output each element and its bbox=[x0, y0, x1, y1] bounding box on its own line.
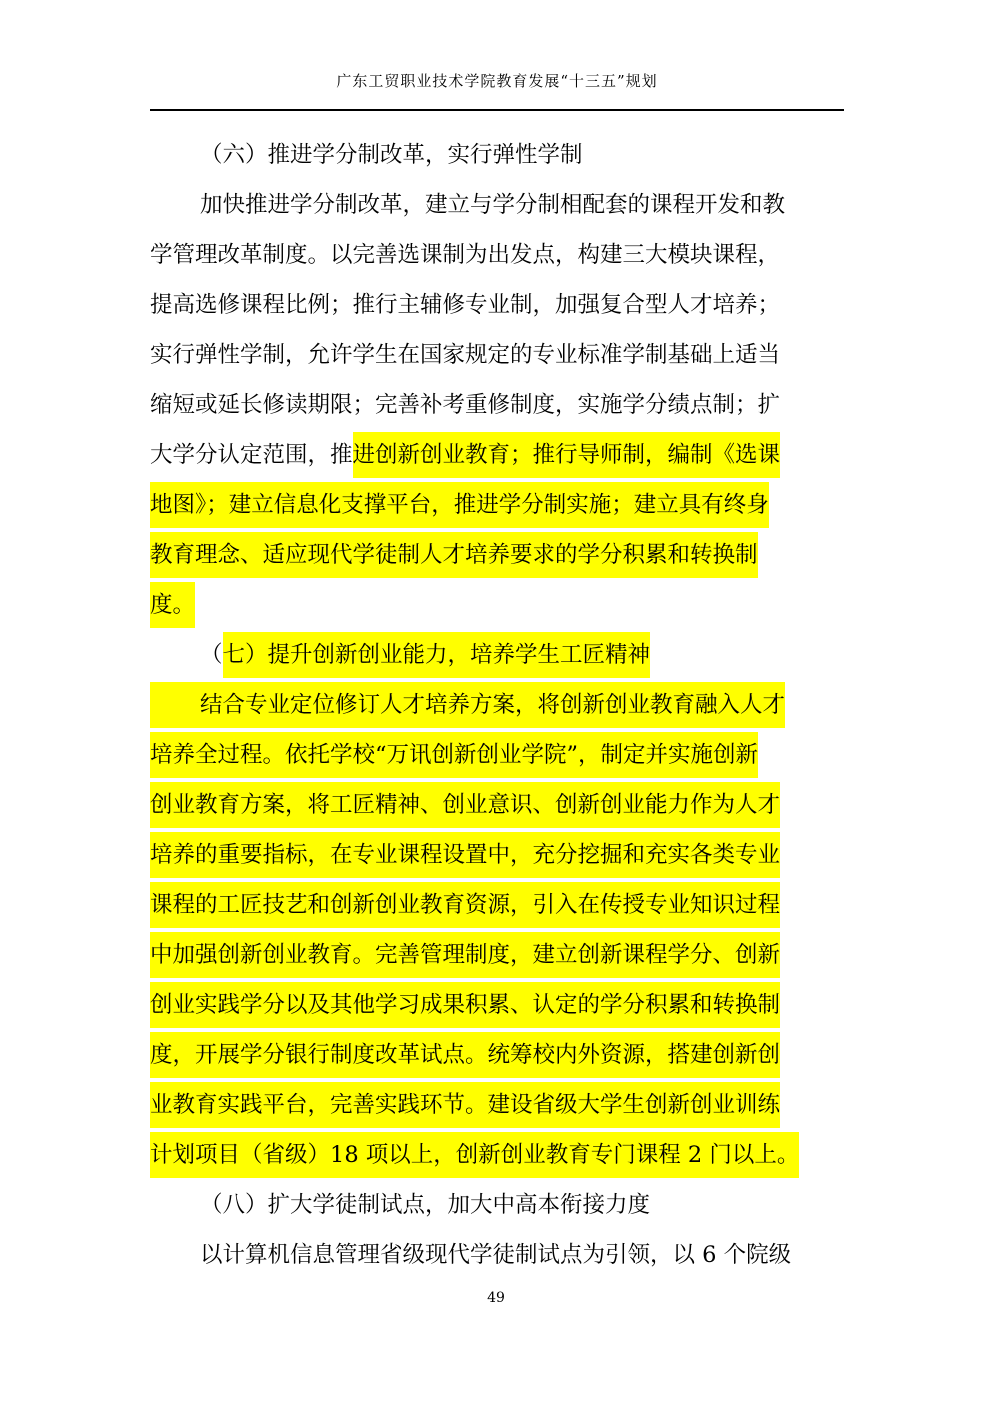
text: 实行弹性学制，允许学生在国家规定的专业标准学制基础上适当 bbox=[150, 342, 781, 368]
section-7-heading bbox=[150, 630, 844, 680]
section-8-heading bbox=[150, 1180, 844, 1230]
paragraph-line bbox=[150, 1230, 844, 1280]
header-rule bbox=[150, 109, 844, 111]
highlighted-heading-text: 七）提升创新创业能力，培养学生工匠精神 bbox=[223, 632, 651, 678]
heading-text: （六）推进学分制改革，实行弹性学制 bbox=[200, 142, 583, 168]
paragraph-line bbox=[150, 980, 844, 1030]
text: 提高选修课程比例；推行主辅修专业制，加强复合型人才培养； bbox=[150, 292, 781, 318]
highlighted-text: 创业教育方案，将工匠精神、创业意识、创新创业能力作为人才 bbox=[150, 782, 780, 828]
paragraph-line bbox=[150, 1130, 844, 1180]
highlighted-text: 教育理念、适应现代学徒制人才培养要求的学分积累和转换制 bbox=[150, 532, 758, 578]
paragraph-line bbox=[150, 730, 844, 780]
highlighted-text: 中加强创新创业教育。完善管理制度，建立创新课程学分、创新 bbox=[150, 932, 780, 978]
paragraph-line bbox=[150, 830, 844, 880]
paragraph-line bbox=[150, 280, 844, 330]
paragraph-line bbox=[150, 880, 844, 930]
paragraph-line bbox=[150, 930, 844, 980]
paragraph-line bbox=[150, 530, 844, 580]
highlighted-text: 创业实践学分以及其他学习成果积累、认定的学分积累和转换制 bbox=[150, 982, 780, 1028]
heading-text: （ bbox=[200, 642, 223, 668]
text: 学管理改革制度。以完善选课制为出发点，构建三大模块课程， bbox=[150, 242, 781, 268]
paragraph-line bbox=[150, 180, 844, 230]
highlighted-text: 培养的重要指标，在专业课程设置中，充分挖掘和充实各类专业 bbox=[150, 832, 780, 878]
paragraph-line bbox=[150, 230, 844, 280]
paragraph-line bbox=[150, 1030, 844, 1080]
highlighted-text: 结合专业定位修订人才培养方案，将创新创业教育融入人才 bbox=[150, 682, 785, 728]
running-header: 广东工贸职业技术学院教育发展“十三五”规划 bbox=[336, 72, 658, 90]
paragraph-line bbox=[150, 380, 844, 430]
paragraph-line bbox=[150, 780, 844, 830]
heading-text: （八）扩大学徒制试点，加大中高本衔接力度 bbox=[200, 1192, 651, 1218]
text: 加快推进学分制改革，建立与学分制相配套的课程开发和教 bbox=[200, 192, 786, 218]
document-body bbox=[150, 130, 844, 1280]
highlighted-text: 培养全过程。依托学校“万讯创新创业学院”，制定并实施创新 bbox=[150, 732, 758, 778]
paragraph-line bbox=[150, 680, 844, 730]
paragraph-line bbox=[150, 1080, 844, 1130]
text: 大学分认定范围，推 bbox=[150, 442, 353, 468]
highlighted-text: 课程的工匠技艺和创新创业教育资源，引入在传授专业知识过程 bbox=[150, 882, 780, 928]
text: 缩短或延长修读期限；完善补考重修制度，实施学分绩点制；扩 bbox=[150, 392, 781, 418]
text: 以计算机信息管理省级现代学徒制试点为引领，以 6 个院级 bbox=[200, 1242, 792, 1268]
paragraph-line bbox=[150, 580, 844, 630]
section-6-heading bbox=[150, 130, 844, 180]
paragraph-line bbox=[150, 480, 844, 530]
highlighted-text: 进创新创业教育；推行导师制，编制《选课 bbox=[353, 432, 781, 478]
highlighted-text: 计划项目（省级）18 项以上，创新创业教育专门课程 2 门以上。 bbox=[150, 1132, 799, 1178]
highlighted-text: 度。 bbox=[150, 582, 195, 628]
page-number: 49 bbox=[487, 1290, 505, 1306]
paragraph-line bbox=[150, 330, 844, 380]
highlighted-text: 业教育实践平台，完善实践环节。建设省级大学生创新创业训练 bbox=[150, 1082, 780, 1128]
paragraph-line bbox=[150, 430, 844, 480]
highlighted-text: 度，开展学分银行制度改革试点。统筹校内外资源，搭建创新创 bbox=[150, 1032, 780, 1078]
highlighted-text: 地图》；建立信息化支撑平台，推进学分制实施；建立具有终身 bbox=[150, 482, 769, 528]
